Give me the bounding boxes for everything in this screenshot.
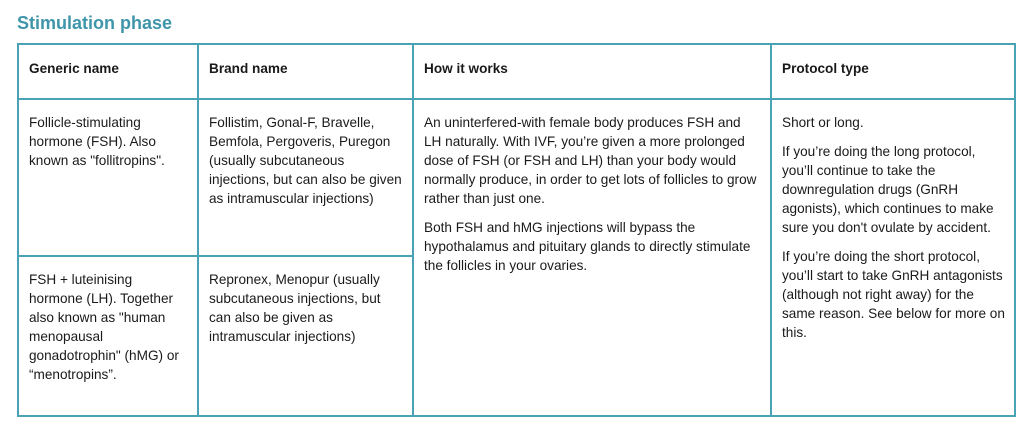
- protocol-paragraph: If you’re doing the short protocol, you’ll start to take GnRH antagonists (although not right away) for the same reason. See below for more on this.: [782, 249, 1005, 340]
- cell-how-it-works: [413, 99, 771, 416]
- table-header-row: [18, 44, 1015, 99]
- how-it-works-paragraph: An uninterfered-with female body produces FSH and LH naturally. With IVF, you’re given a more prolonged dose of FSH (or FSH and LH) than your body would normally produce, in order to get lots of follicles to grow rather than just one.: [424, 115, 757, 206]
- table-row: [18, 99, 1015, 256]
- header-how-it-works: How it works: [413, 44, 771, 99]
- section-heading: Stimulation phase: [17, 13, 173, 33]
- cell-generic-hmg: FSH + luteinising hormone (LH). Together also known as "human menopausal gonadotrophin" (hMG) or “menotropins”.: [18, 256, 198, 416]
- protocol-paragraph: If you’re doing the long protocol, you’ll continue to take the downregulation drugs (GnRH agonists), which continues to make sure you don't ovulate by accident.: [782, 144, 994, 235]
- how-it-works-paragraph: Both FSH and hMG injections will bypass the hypothalamus and pituitary glands to directly stimulate the follicles in your ovaries.: [424, 220, 751, 273]
- stimulation-drug-table: [17, 43, 1016, 417]
- header-protocol-type: Protocol type: [771, 44, 1015, 99]
- protocol-paragraph: Short or long.: [782, 115, 864, 130]
- header-generic-name: Generic name: [18, 44, 198, 99]
- cell-generic-fsh: Follicle-stimulating hormone (FSH). Also known as "follitropins".: [18, 99, 198, 256]
- cell-brand-hmg: Repronex, Menopur (usually subcutaneous injections, but can also be given as intramuscular injections): [198, 256, 413, 416]
- header-brand-name: Brand name: [198, 44, 413, 99]
- cell-brand-fsh: Follistim, Gonal-F, Bravelle, Bemfola, Pergoveris, Puregon (usually subcutaneous injections, but can also be given as intramuscular injections): [198, 99, 413, 256]
- page-bottom-margin: [0, 419, 1024, 435]
- cell-protocol-type: [771, 99, 1015, 416]
